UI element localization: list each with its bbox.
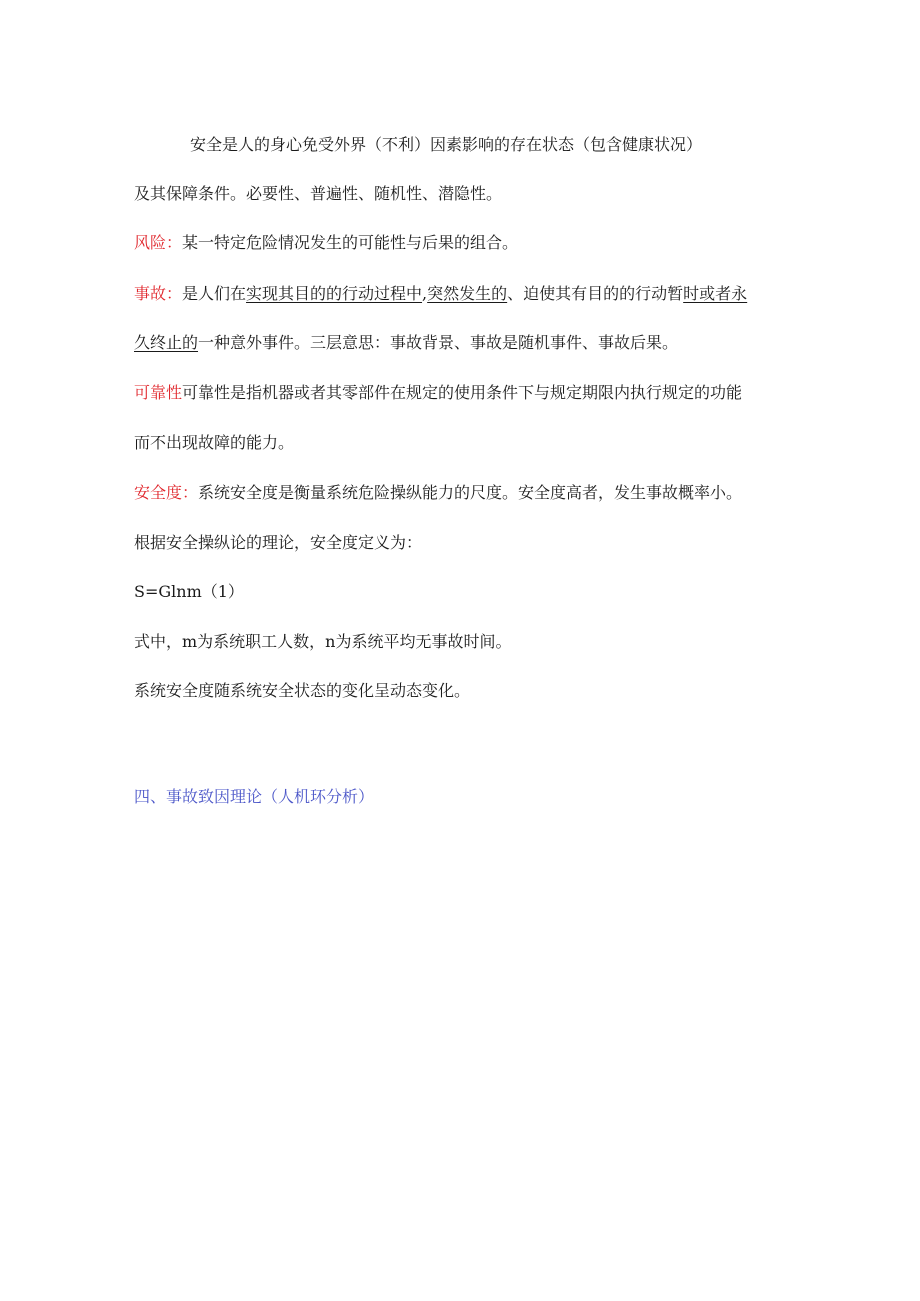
risk-definition: 某一特定危险情况发生的可能性与后果的组合。: [182, 233, 519, 252]
accident-underlined-phrase-3: 时或者永: [683, 284, 748, 303]
section-heading-text: 四、事故致因理论（人机环分析）: [134, 787, 375, 806]
reliability-definition: 可靠性是指机器或者其零部件在规定的使用条件下与规定期限内执行规定的功能: [182, 383, 743, 402]
dynamic-text: 系统安全度随系统安全状态的变化呈动态变化。: [134, 681, 471, 700]
paragraph-safety-definition-line1: [190, 134, 850, 156]
accident-underlined-phrase-1: 实现其目的的行动过程中: [246, 284, 423, 303]
risk-term: 风险：: [134, 233, 183, 252]
paragraph-formula: [134, 581, 794, 603]
accident-term: 事故：: [134, 284, 183, 303]
paragraph-safety-degree: [134, 482, 794, 504]
accident-underlined-phrase-2: 突然发生的: [427, 284, 508, 303]
paragraph-accident-line1: [134, 283, 794, 305]
accident-text-part3: 一种意外事件。三层意思：事故背景、事故是随机事件、事故后果。: [198, 333, 679, 352]
accident-text-part2: 、迫使其有目的的行动暂: [507, 284, 684, 303]
accident-underlined-phrase-4: 久终止的: [134, 333, 199, 352]
section-heading: [134, 786, 794, 808]
safety-definition-text: 安全是人的身心免受外界（不利）因素影响的存在状态（包含健康状况）: [190, 135, 703, 154]
paragraph-theory: [134, 532, 794, 554]
theory-text: 根据安全操纵论的理论，安全度定义为：: [134, 533, 423, 552]
paragraph-safety-definition-line2: [134, 183, 794, 205]
paragraph-dynamic: [134, 680, 794, 702]
safety-degree-term: 安全度：: [134, 483, 199, 502]
accident-text-part1: 是人们在: [182, 284, 247, 303]
formula-note-text: 式中，m为系统职工人数，n为系统平均无事故时间。: [134, 632, 512, 651]
accident-comma: ,: [422, 284, 428, 303]
safety-definition-continuation: 及其保障条件。必要性、普遍性、随机性、潜隐性。: [134, 184, 503, 203]
paragraph-reliability-line1: [134, 382, 794, 404]
formula-text: S=Glnm（1）: [134, 582, 244, 601]
reliability-definition-continuation: 而不出现故障的能力。: [134, 433, 295, 452]
safety-degree-definition: 系统安全度是衡量系统危险操纵能力的尺度。安全度高者，发生事故概率小。: [198, 483, 743, 502]
paragraph-risk: [134, 232, 794, 254]
paragraph-reliability-line2: [134, 432, 794, 454]
paragraph-accident-line2: [134, 332, 794, 354]
paragraph-formula-note: [134, 631, 794, 653]
reliability-term: 可靠性: [134, 383, 183, 402]
